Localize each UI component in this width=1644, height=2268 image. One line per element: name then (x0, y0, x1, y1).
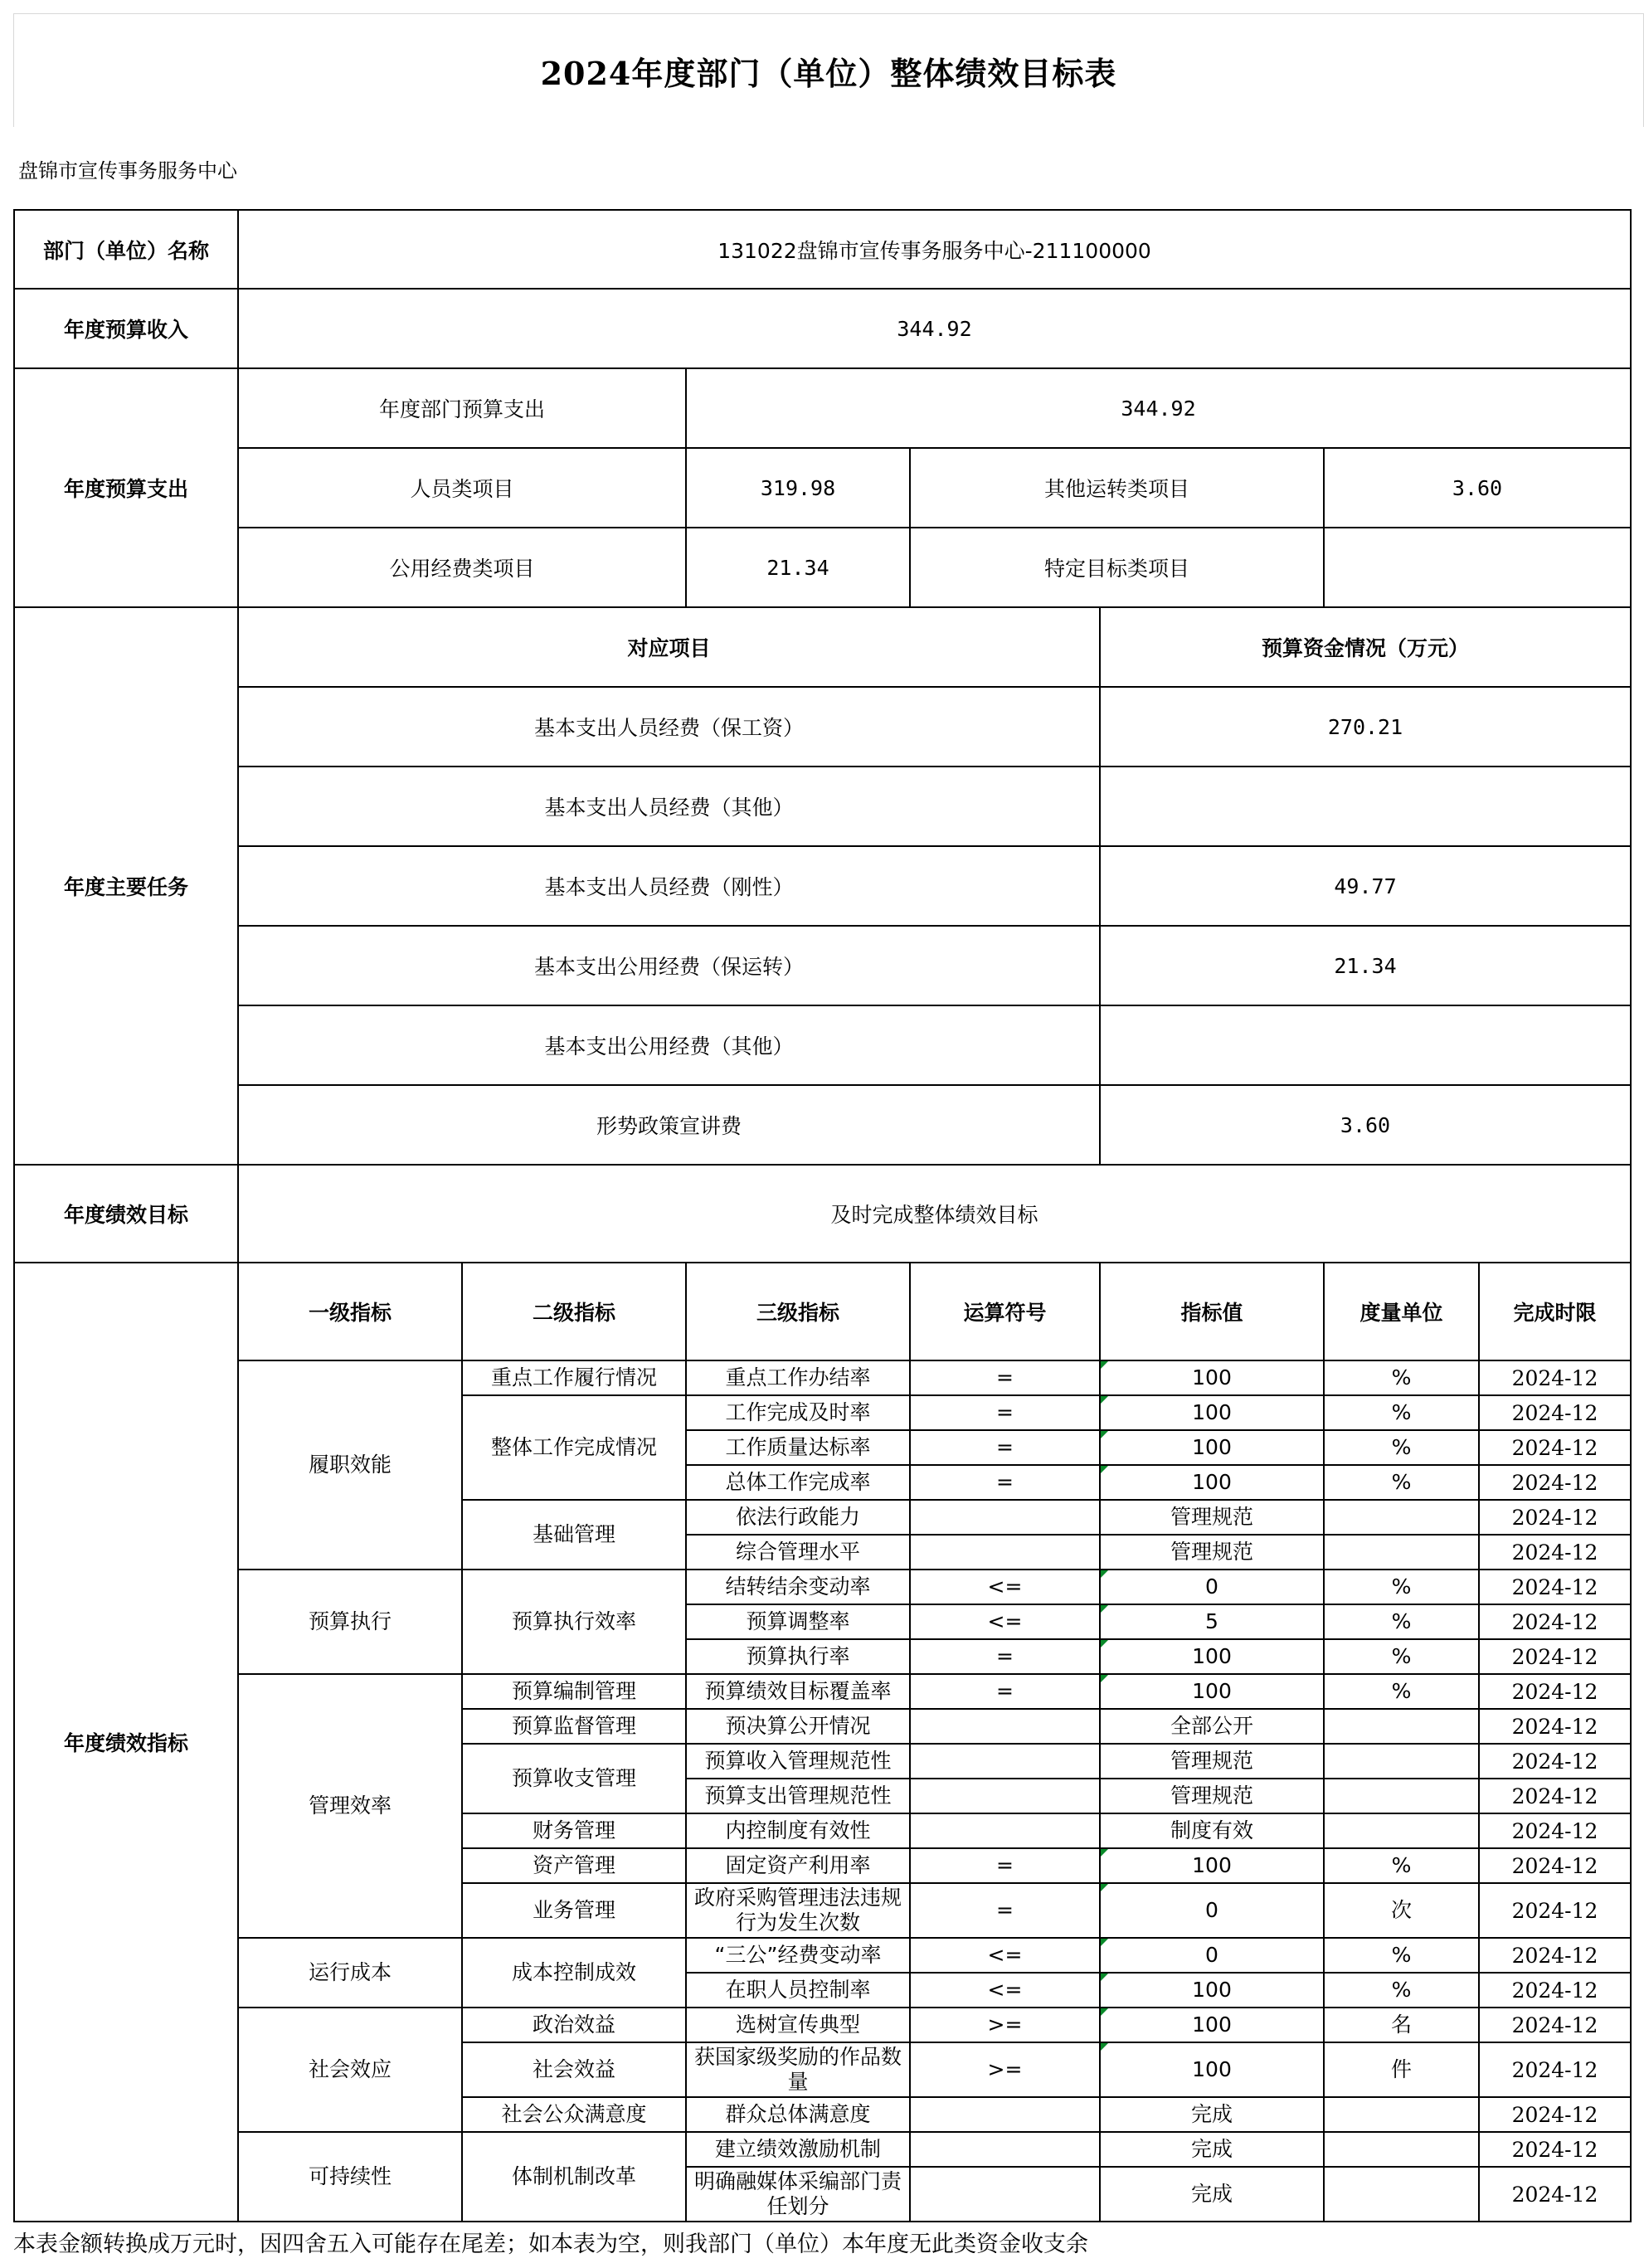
operator: = (910, 1848, 1100, 1883)
indicator-value: 100 (1100, 1395, 1324, 1430)
personnel-value: 319.98 (686, 448, 910, 528)
task-fund: 49.77 (1100, 846, 1631, 926)
deadline: 2024-12 (1479, 1465, 1631, 1500)
level1-indicator: 履职效能 (238, 1360, 462, 1570)
indicator-row (14, 2008, 1631, 2042)
indicator-row (14, 1360, 1631, 1395)
goal-text: 及时完成整体绩效目标 (238, 1165, 1631, 1263)
level3-indicator: 预算调整率 (686, 1604, 910, 1639)
indicator-value: 制度有效 (1100, 1813, 1324, 1848)
unit (1324, 2167, 1479, 2222)
deadline: 2024-12 (1479, 1709, 1631, 1744)
deadline: 2024-12 (1479, 1674, 1631, 1709)
operator (910, 1535, 1100, 1570)
deadline: 2024-12 (1479, 1535, 1631, 1570)
indicator-value: 管理规范 (1100, 1535, 1324, 1570)
deadline: 2024-12 (1479, 1360, 1631, 1395)
level1-indicator: 预算执行 (238, 1570, 462, 1674)
unit (1324, 1813, 1479, 1848)
operator: >= (910, 2042, 1100, 2097)
indicator-value: 完成 (1100, 2097, 1324, 2132)
dept-name-value: 131022盘锦市宣传事务服务中心-211100000 (238, 210, 1631, 289)
level2-indicator: 政治效益 (462, 2008, 686, 2042)
dept-spend-value: 344.92 (686, 368, 1631, 448)
header-unit: 度量单位 (1324, 1263, 1479, 1360)
unit: % (1324, 1604, 1479, 1639)
indicator-value: 5 (1100, 1604, 1324, 1639)
level2-indicator: 整体工作完成情况 (462, 1395, 686, 1500)
indicator-row (14, 2132, 1631, 2167)
indicator-value: 完成 (1100, 2167, 1324, 2222)
level3-indicator: 总体工作完成率 (686, 1465, 910, 1500)
deadline: 2024-12 (1479, 2167, 1631, 2222)
operator (910, 1813, 1100, 1848)
header-level3: 三级指标 (686, 1263, 910, 1360)
other-label: 其他运转类项目 (910, 448, 1324, 528)
level3-indicator: 内控制度有效性 (686, 1813, 910, 1848)
operator (910, 1500, 1100, 1535)
header-level2: 二级指标 (462, 1263, 686, 1360)
operator: <= (910, 1938, 1100, 1973)
level3-indicator: 预算收入管理规范性 (686, 1744, 910, 1779)
dept-spend-label: 年度部门预算支出 (238, 368, 686, 448)
deadline: 2024-12 (1479, 1604, 1631, 1639)
header-level1: 一级指标 (238, 1263, 462, 1360)
header-deadline: 完成时限 (1479, 1263, 1631, 1360)
deadline: 2024-12 (1479, 2097, 1631, 2132)
spend-label: 年度预算支出 (14, 368, 238, 607)
operator: = (910, 1639, 1100, 1674)
level3-indicator: 建立绩效激励机制 (686, 2132, 910, 2167)
indicator-value: 0 (1100, 1938, 1324, 1973)
page-title: 2024年度部门（单位）整体绩效目标表 (13, 13, 1644, 127)
level3-indicator: 工作质量达标率 (686, 1430, 910, 1465)
indicator-value: 100 (1100, 1973, 1324, 2008)
indicator-value: 100 (1100, 1639, 1324, 1674)
deadline: 2024-12 (1479, 1395, 1631, 1430)
unit (1324, 2097, 1479, 2132)
operator: = (910, 1465, 1100, 1500)
level2-indicator: 预算监督管理 (462, 1709, 686, 1744)
footnote: 本表金额转换成万元时，因四舍五入可能存在尾差；如本表为空，则我部门（单位）本年度无此类资金收支余 (13, 2231, 1088, 2257)
indicator-value: 管理规范 (1100, 1779, 1324, 1813)
unit: % (1324, 1973, 1479, 2008)
income-value: 344.92 (238, 289, 1631, 368)
task-item: 基本支出人员经费（刚性） (238, 846, 1100, 926)
unit (1324, 1744, 1479, 1779)
indicator-row (14, 1938, 1631, 1973)
indicator-value: 100 (1100, 1430, 1324, 1465)
unit: 件 (1324, 2042, 1479, 2097)
operator: = (910, 1674, 1100, 1709)
indicator-row (14, 1674, 1631, 1709)
level3-indicator: 预算支出管理规范性 (686, 1779, 910, 1813)
indicator-value: 管理规范 (1100, 1744, 1324, 1779)
level1-indicator: 管理效率 (238, 1674, 462, 1938)
operator: = (910, 1360, 1100, 1395)
level3-indicator: “三公”经费变动率 (686, 1938, 910, 1973)
level3-indicator: 选树宣传典型 (686, 2008, 910, 2042)
unit: % (1324, 1395, 1479, 1430)
deadline: 2024-12 (1479, 1430, 1631, 1465)
specific-label: 特定目标类项目 (910, 528, 1324, 607)
indicators-label: 年度绩效指标 (14, 1263, 238, 2222)
header-value: 指标值 (1100, 1263, 1324, 1360)
level2-indicator: 体制机制改革 (462, 2132, 686, 2222)
tasks-item-header: 对应项目 (238, 607, 1100, 687)
operator: = (910, 1883, 1100, 1938)
unit: % (1324, 1848, 1479, 1883)
operator: = (910, 1395, 1100, 1430)
specific-value (1324, 528, 1631, 607)
deadline: 2024-12 (1479, 1779, 1631, 1813)
level3-indicator: 明确融媒体采编部门责任划分 (686, 2167, 910, 2222)
unit: 次 (1324, 1883, 1479, 1938)
deadline: 2024-12 (1479, 1883, 1631, 1938)
public-label: 公用经费类项目 (238, 528, 686, 607)
public-value: 21.34 (686, 528, 910, 607)
indicator-value: 0 (1100, 1570, 1324, 1604)
level3-indicator: 重点工作办结率 (686, 1360, 910, 1395)
indicator-value: 管理规范 (1100, 1500, 1324, 1535)
task-fund: 3.60 (1100, 1085, 1631, 1165)
level1-indicator: 社会效应 (238, 2008, 462, 2132)
level3-indicator: 政府采购管理违法违规行为发生次数 (686, 1883, 910, 1938)
level3-indicator: 群众总体满意度 (686, 2097, 910, 2132)
header-operator: 运算符号 (910, 1263, 1100, 1360)
level2-indicator: 预算收支管理 (462, 1744, 686, 1813)
unit: 名 (1324, 2008, 1479, 2042)
unit: % (1324, 1430, 1479, 1465)
tasks-label: 年度主要任务 (14, 607, 238, 1165)
unit (1324, 1535, 1479, 1570)
operator (910, 1709, 1100, 1744)
performance-table (13, 209, 1632, 2222)
deadline: 2024-12 (1479, 2042, 1631, 2097)
level3-indicator: 预算执行率 (686, 1639, 910, 1674)
indicator-value: 100 (1100, 1674, 1324, 1709)
level3-indicator: 预算绩效目标覆盖率 (686, 1674, 910, 1709)
deadline: 2024-12 (1479, 2008, 1631, 2042)
task-fund (1100, 767, 1631, 846)
unit (1324, 2132, 1479, 2167)
level1-indicator: 运行成本 (238, 1938, 462, 2008)
task-item: 基本支出人员经费（保工资） (238, 687, 1100, 767)
operator (910, 2167, 1100, 2222)
task-fund: 21.34 (1100, 926, 1631, 1005)
unit: % (1324, 1674, 1479, 1709)
deadline: 2024-12 (1479, 1570, 1631, 1604)
operator: <= (910, 1973, 1100, 2008)
level2-indicator: 资产管理 (462, 1848, 686, 1883)
unit: % (1324, 1938, 1479, 1973)
task-item: 基本支出人员经费（其他） (238, 767, 1100, 846)
unit: % (1324, 1465, 1479, 1500)
level2-indicator: 社会效益 (462, 2042, 686, 2097)
deadline: 2024-12 (1479, 1848, 1631, 1883)
task-fund (1100, 1005, 1631, 1085)
unit: % (1324, 1570, 1479, 1604)
deadline: 2024-12 (1479, 1973, 1631, 2008)
operator (910, 2097, 1100, 2132)
deadline: 2024-12 (1479, 1744, 1631, 1779)
indicator-value: 100 (1100, 1360, 1324, 1395)
operator (910, 2132, 1100, 2167)
level2-indicator: 财务管理 (462, 1813, 686, 1848)
level3-indicator: 依法行政能力 (686, 1500, 910, 1535)
operator: >= (910, 2008, 1100, 2042)
indicator-value: 100 (1100, 2042, 1324, 2097)
task-item: 基本支出公用经费（保运转） (238, 926, 1100, 1005)
unit (1324, 1779, 1479, 1813)
task-fund: 270.21 (1100, 687, 1631, 767)
unit: % (1324, 1360, 1479, 1395)
level3-indicator: 预决算公开情况 (686, 1709, 910, 1744)
unit: % (1324, 1639, 1479, 1674)
level2-indicator: 预算执行效率 (462, 1570, 686, 1674)
tasks-fund-header: 预算资金情况（万元） (1100, 607, 1631, 687)
operator (910, 1744, 1100, 1779)
level2-indicator: 业务管理 (462, 1883, 686, 1938)
indicator-value: 100 (1100, 1465, 1324, 1500)
task-item: 形势政策宣讲费 (238, 1085, 1100, 1165)
operator: = (910, 1430, 1100, 1465)
level3-indicator: 工作完成及时率 (686, 1395, 910, 1430)
level3-indicator: 结转结余变动率 (686, 1570, 910, 1604)
indicator-value: 0 (1100, 1883, 1324, 1938)
operator: <= (910, 1604, 1100, 1639)
other-value: 3.60 (1324, 448, 1631, 528)
level2-indicator: 成本控制成效 (462, 1938, 686, 2008)
personnel-label: 人员类项目 (238, 448, 686, 528)
indicator-value: 100 (1100, 1848, 1324, 1883)
operator (910, 1779, 1100, 1813)
deadline: 2024-12 (1479, 1938, 1631, 1973)
income-label: 年度预算收入 (14, 289, 238, 368)
indicator-value: 100 (1100, 2008, 1324, 2042)
goal-label: 年度绩效目标 (14, 1165, 238, 1263)
level2-indicator: 基础管理 (462, 1500, 686, 1570)
level2-indicator: 重点工作履行情况 (462, 1360, 686, 1395)
level3-indicator: 固定资产利用率 (686, 1848, 910, 1883)
indicator-value: 全部公开 (1100, 1709, 1324, 1744)
deadline: 2024-12 (1479, 2132, 1631, 2167)
level3-indicator: 综合管理水平 (686, 1535, 910, 1570)
dept-name-label: 部门（单位）名称 (14, 210, 238, 289)
deadline: 2024-12 (1479, 1639, 1631, 1674)
deadline: 2024-12 (1479, 1813, 1631, 1848)
task-item: 基本支出公用经费（其他） (238, 1005, 1100, 1085)
unit (1324, 1709, 1479, 1744)
indicator-row (14, 1570, 1631, 1604)
deadline: 2024-12 (1479, 1500, 1631, 1535)
indicator-value: 完成 (1100, 2132, 1324, 2167)
level3-indicator: 在职人员控制率 (686, 1973, 910, 2008)
level2-indicator: 社会公众满意度 (462, 2097, 686, 2132)
level1-indicator: 可持续性 (238, 2132, 462, 2222)
level2-indicator: 预算编制管理 (462, 1674, 686, 1709)
unit (1324, 1500, 1479, 1535)
level3-indicator: 获国家级奖励的作品数量 (686, 2042, 910, 2097)
organization-name: 盘锦市宣传事务服务中心 (18, 159, 237, 183)
operator: <= (910, 1570, 1100, 1604)
